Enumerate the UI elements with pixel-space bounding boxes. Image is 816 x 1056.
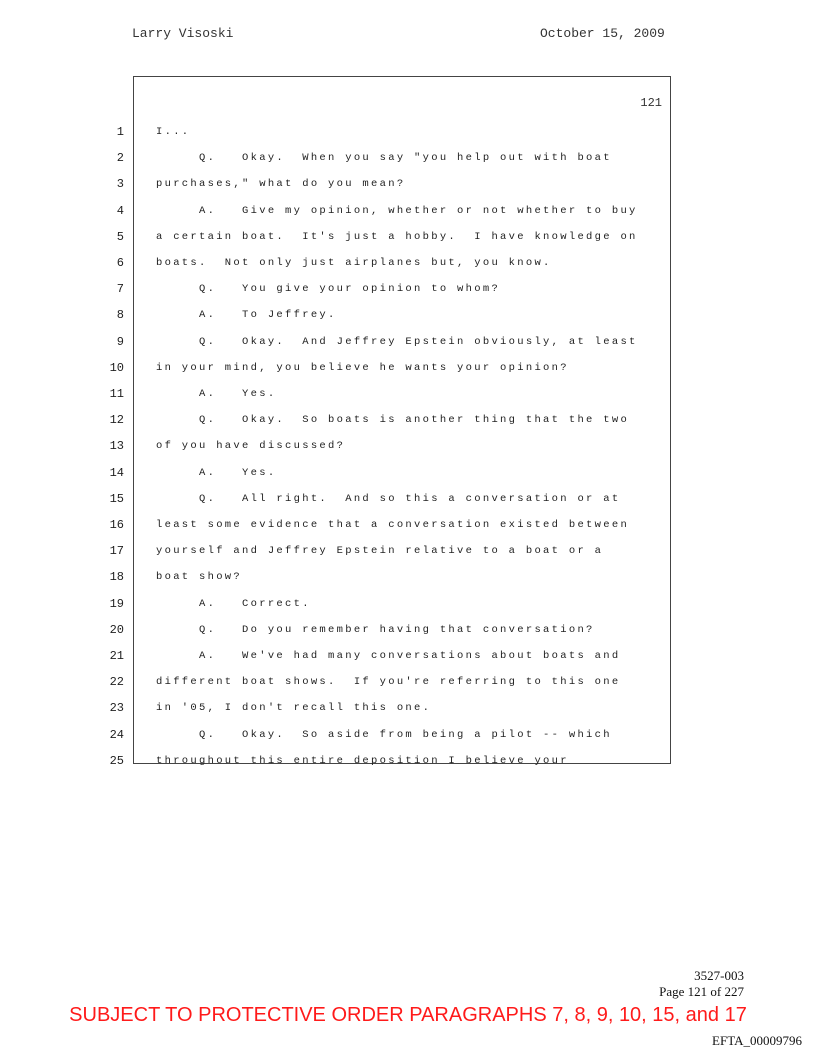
line-number: 13 bbox=[109, 439, 124, 454]
line-number: 2 bbox=[116, 151, 124, 166]
transcript-line: least some evidence that a conversation existed between bbox=[156, 519, 630, 531]
transcript-line: a certain boat. It's just a hobby. I have knowledge on bbox=[156, 230, 638, 243]
transcript-line: A. Yes. bbox=[156, 466, 277, 479]
line-number: 4 bbox=[116, 203, 124, 218]
transcript-line: A. Yes. bbox=[156, 388, 277, 400]
page-count: Page 121 of 227 bbox=[659, 984, 744, 999]
efta-stamp: EFTA_00009796 bbox=[712, 1033, 802, 1048]
line-number: 14 bbox=[109, 465, 124, 480]
protective-order-notice: SUBJECT TO PROTECTIVE ORDER PARAGRAPHS 7, 8, 9, 10, 15, and 17 bbox=[69, 1004, 747, 1026]
transcript-line: throughout this entire deposition I believe your bbox=[156, 754, 569, 767]
deposition-date: October 15, 2009 bbox=[540, 26, 665, 41]
line-number: 18 bbox=[109, 570, 124, 585]
line-number: 15 bbox=[109, 491, 124, 506]
transcript-line: Q. Okay. So boats is another thing that the two bbox=[156, 414, 630, 427]
line-number: 21 bbox=[109, 649, 124, 663]
line-number: 16 bbox=[109, 518, 124, 532]
transcript-line: Q. Okay. When you say "you help out with boat bbox=[156, 152, 612, 165]
transcript-page-number: 121 bbox=[640, 96, 662, 110]
line-number: 6 bbox=[116, 256, 124, 270]
document-code: 3527-003 bbox=[694, 968, 744, 983]
transcript-line: of you have discussed? bbox=[156, 440, 346, 453]
line-number: 23 bbox=[109, 701, 124, 716]
transcript-line: boat show? bbox=[156, 571, 243, 584]
transcript-line: different boat shows. If you're referring to this one bbox=[156, 676, 621, 689]
line-number: 10 bbox=[109, 360, 124, 375]
transcript-line: in your mind, you believe he wants your opinion? bbox=[156, 361, 569, 374]
transcript-line: purchases," what do you mean? bbox=[156, 178, 406, 191]
transcript-line: Q. All right. And so this a conversation or at bbox=[156, 492, 621, 505]
transcript-line: A. Correct. bbox=[156, 597, 311, 610]
line-number: 8 bbox=[116, 308, 124, 323]
transcript-line: Q. You give your opinion to whom? bbox=[156, 283, 501, 296]
line-number: 19 bbox=[109, 596, 124, 611]
line-number: 24 bbox=[109, 727, 124, 742]
line-number: 5 bbox=[116, 229, 124, 244]
transcript-line: A. To Jeffrey. bbox=[156, 309, 337, 322]
line-number: 9 bbox=[116, 334, 124, 349]
line-number: 1 bbox=[116, 125, 124, 139]
transcript-line: A. Give my opinion, whether or not whether to buy bbox=[156, 204, 638, 217]
transcript-line: I... bbox=[156, 126, 191, 138]
line-number: 7 bbox=[116, 282, 124, 297]
line-number: 22 bbox=[109, 675, 124, 690]
line-number: 11 bbox=[109, 387, 124, 401]
transcript-line: boats. Not only just airplanes but, you know. bbox=[156, 257, 552, 269]
line-number: 12 bbox=[109, 413, 124, 428]
line-number: 25 bbox=[109, 753, 124, 768]
witness-name: Larry Visoski bbox=[132, 26, 234, 41]
transcript-line: yourself and Jeffrey Epstein relative to a boat or a bbox=[156, 545, 604, 558]
transcript-line: Q. Okay. So aside from being a pilot -- which bbox=[156, 728, 612, 741]
line-number: 20 bbox=[109, 622, 124, 637]
transcript-line: Q. Okay. And Jeffrey Epstein obviously, at least bbox=[156, 335, 638, 348]
transcript-line: Q. Do you remember having that conversation? bbox=[156, 623, 595, 636]
transcript-line: in '05, I don't recall this one. bbox=[156, 702, 432, 715]
line-number: 3 bbox=[116, 177, 124, 192]
transcript-line: A. We've had many conversations about boats and bbox=[156, 650, 621, 662]
line-number: 17 bbox=[109, 544, 124, 559]
